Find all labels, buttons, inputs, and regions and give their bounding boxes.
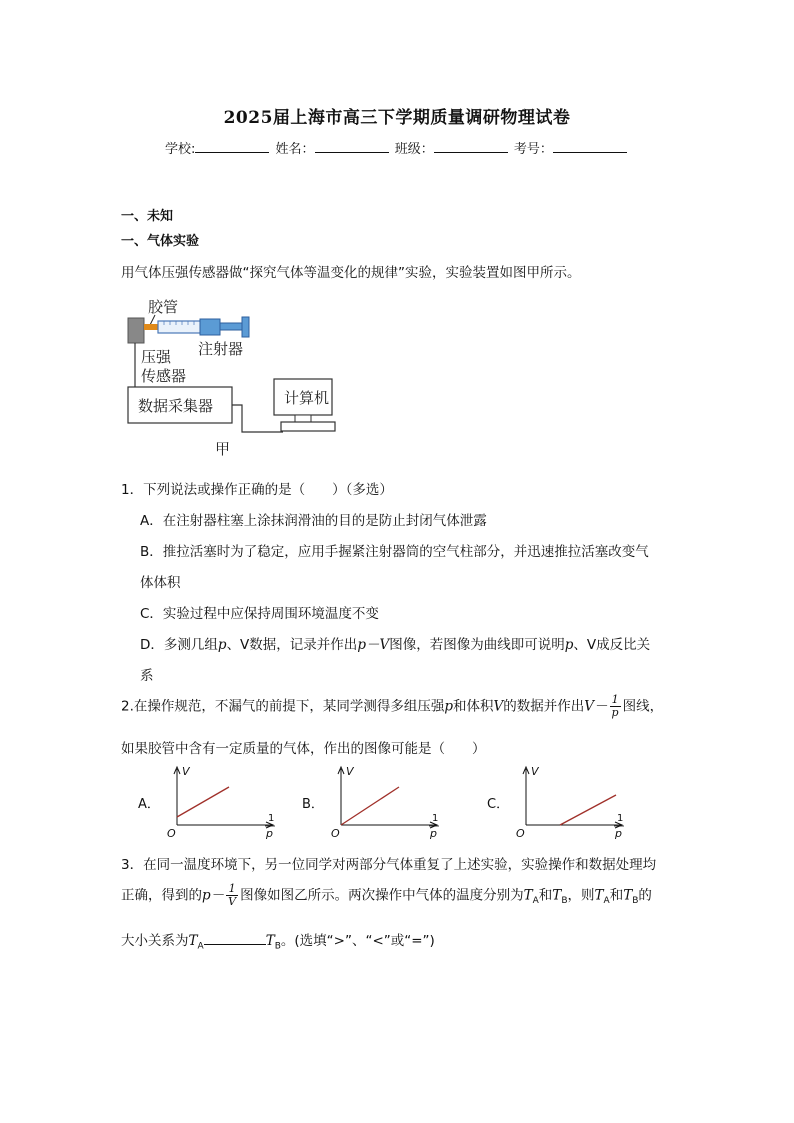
name-blank[interactable] — [315, 140, 389, 153]
x-axis-label-den: p — [615, 827, 622, 840]
class-blank[interactable] — [434, 140, 508, 153]
tube-label: 胶管 — [148, 298, 179, 316]
q3-fraction: $\frac{1}{V}$ — [228, 882, 237, 908]
origin-label: O — [167, 827, 176, 840]
option-label: C． — [487, 797, 510, 812]
class-label: 班级： — [394, 142, 434, 157]
graph-line — [560, 795, 616, 825]
x-axis-label-num: 1 — [432, 813, 439, 824]
collector-label: 数据采集器 — [138, 397, 214, 415]
computer-base — [281, 422, 335, 431]
figure-caption: 甲 — [215, 440, 231, 458]
apparatus-figure — [118, 292, 348, 460]
q1-option-b-line1: B．推拉活塞时为了稳定，应用手握紧注射器筒的空气柱部分，并迅速推拉活塞改变气 — [140, 544, 649, 560]
x-axis-label-num: 1 — [268, 813, 275, 824]
graph-a[interactable] — [138, 763, 288, 843]
q3-line2: 正确，得到的p－ $\frac{1}{V}$ 图像如图乙所示。两次操作中气体的温度分别为$T_A$和$T_B$，则$T_A$和$T_B$的 — [121, 882, 652, 908]
graph-line — [177, 787, 229, 817]
q1-option-c: C．实验过程中应保持周围环境温度不变 — [140, 606, 379, 622]
x-axis-label-num: 1 — [617, 813, 624, 824]
graph-line — [341, 787, 399, 825]
q3-line1: 3．在同一温度环境下，另一位同学对两部分气体重复了上述实验，实验操作和数据处理均 — [121, 857, 657, 873]
syringe-plunger-rod — [220, 323, 242, 330]
q1-option-b-line2: 体体积 — [140, 575, 181, 591]
q1-option-d-line1: D．多测几组p、V数据，记录并作出p－V图像，若图像为曲线即可说明p、V成反比关 — [140, 637, 651, 653]
y-axis-label: V — [182, 765, 190, 778]
intro-text: 用气体压强传感器做“探究气体等温变化的规律”实验，实验装置如图甲所示。 — [121, 265, 581, 281]
q3-line3: 大小关系为$T_A$ $T_B$。(选填“>”、“<”或“=”) — [121, 933, 435, 952]
name-label: 姓名： — [275, 142, 315, 157]
student-info-line — [165, 138, 629, 157]
option-label: B． — [302, 797, 324, 812]
pressure-sensor-box — [128, 318, 144, 343]
y-axis-label: V — [531, 765, 539, 778]
q1-stem: 1．下列说法或操作正确的是（ ）（多选） — [121, 482, 393, 498]
syringe-label: 注射器 — [198, 340, 244, 358]
sensor-label-1: 压强 — [141, 348, 172, 366]
q1-option-a: A．在注射器柱塞上涂抹润滑油的目的是防止封闭气体泄露 — [140, 513, 487, 529]
exam-no-label: 考号： — [513, 142, 553, 157]
section-heading-gas-experiment: 一、气体实验 — [121, 234, 200, 249]
x-axis-label-den: p — [266, 827, 273, 840]
q2-stem-line1: 2.在操作规范，不漏气的前提下，某同学测得多组压强p和体积V的数据并作出V－ $\frac{1}{p}$ 图线， — [121, 693, 664, 719]
graph-c[interactable] — [487, 763, 637, 843]
rubber-tube — [144, 324, 159, 330]
computer-label: 计算机 — [284, 389, 330, 407]
option-label: A． — [138, 797, 160, 812]
school-blank[interactable] — [195, 140, 269, 153]
q2-fraction: $\frac{1}{p}$ — [611, 693, 619, 719]
q2-stem-line2: 如果胶管中含有一定质量的气体，作出的图像可能是（ ） — [121, 741, 486, 757]
sensor-label-2: 传感器 — [141, 367, 187, 385]
syringe-plunger-head — [200, 319, 220, 335]
y-axis-label: V — [346, 765, 354, 778]
exam-no-blank[interactable] — [553, 140, 627, 153]
syringe-handle — [242, 317, 249, 337]
origin-label: O — [331, 827, 340, 840]
q1-option-d-line2: 系 — [140, 668, 154, 684]
origin-label: O — [516, 827, 525, 840]
q3-answer-blank[interactable] — [204, 932, 266, 945]
page-title: 2025届上海市高三下学期质量调研物理试卷 — [223, 108, 571, 128]
x-axis-label-den: p — [430, 827, 437, 840]
section-heading-unknown: 一、未知 — [121, 209, 174, 224]
school-label: 学校: — [165, 142, 196, 157]
graph-b[interactable] — [302, 763, 452, 843]
